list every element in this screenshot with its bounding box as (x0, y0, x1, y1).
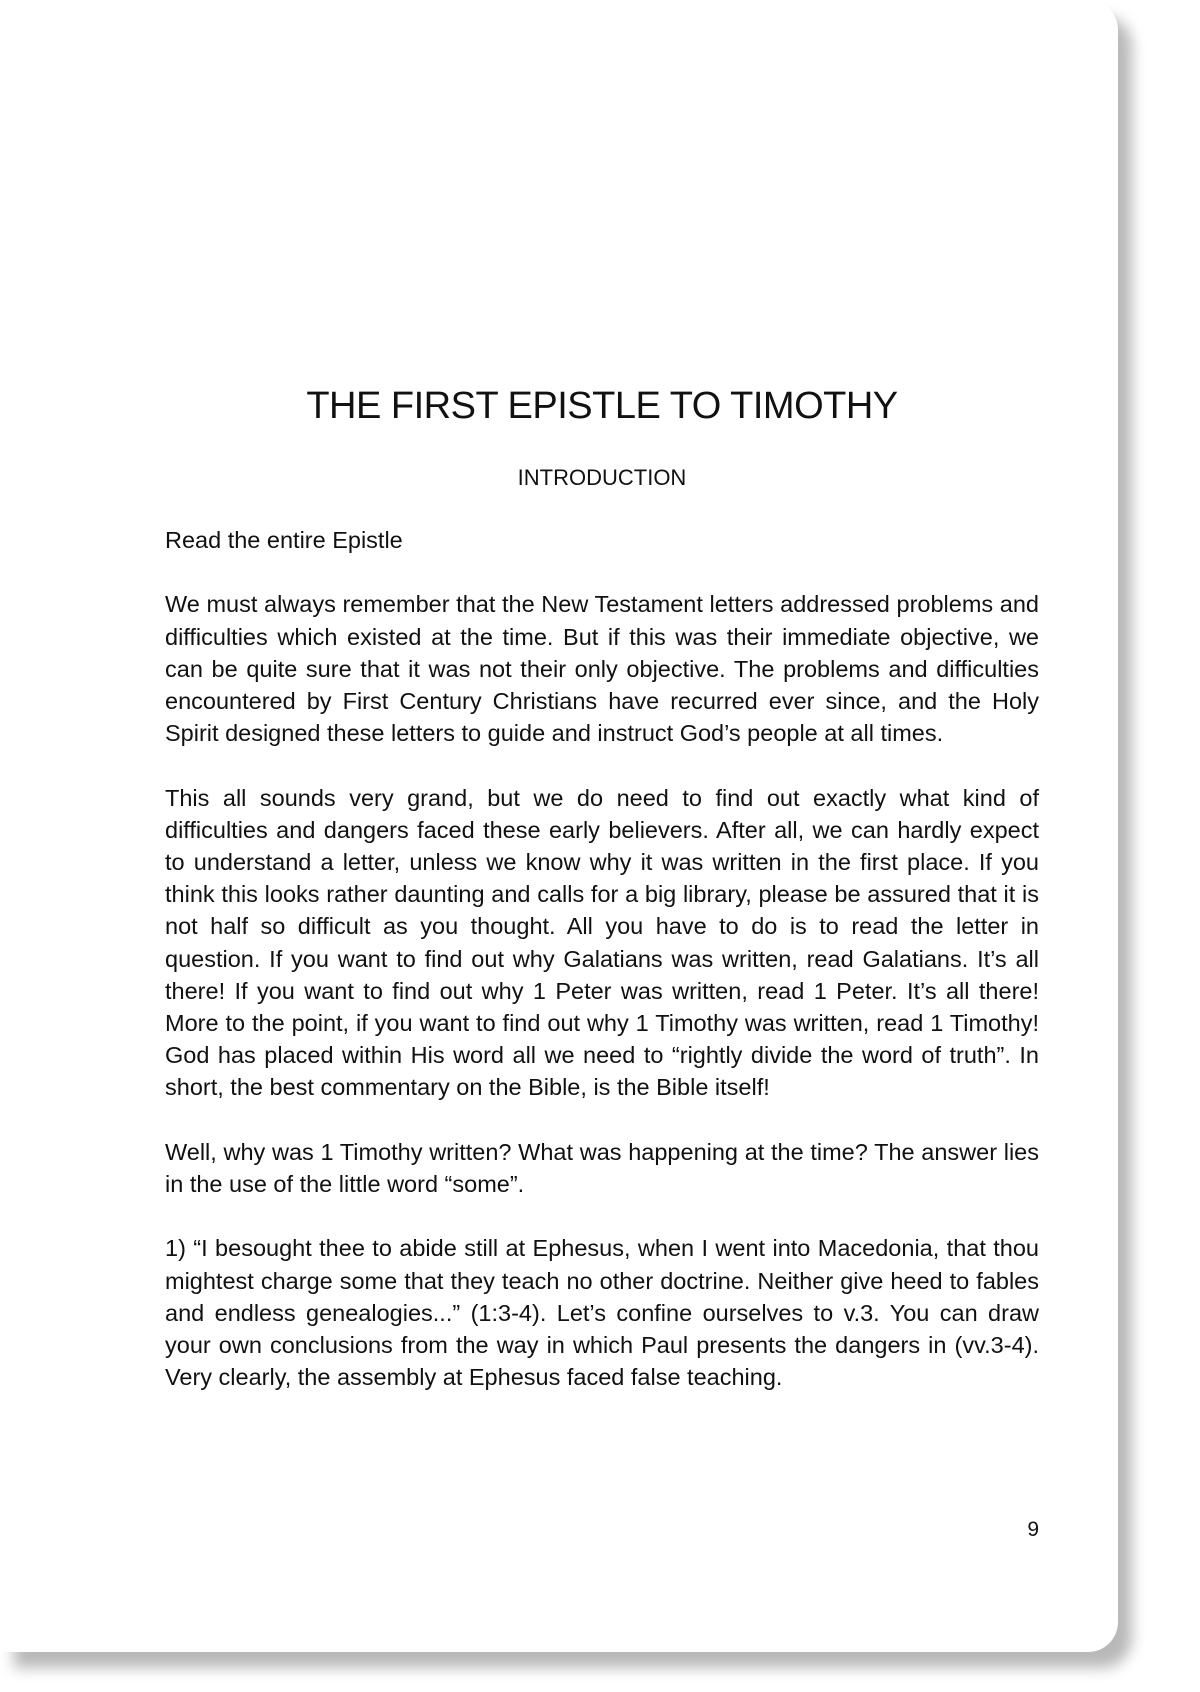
paragraph-1: We must always remember that the New Testament letters addressed problems and difficulties which existed at the time. But if this was their immediate objective, we can be quite sure that it was not their only objective. The problems and difficulties encountered by First Century Christians have recurred ever since, and the Holy Spirit designed these letters to guide and instruct God’s people at all times. (165, 591, 1039, 747)
paragraph-2: This all sounds very grand, but we do need to find out exactly what kind of difficulties and dangers faced these early believers. After all, we can hardly expect to understand a letter, unless we know why it was written in the first place. If you think this looks rather daunting and calls for a big library, please be assured that it is not half so difficult as you thought. All you have to do is to read the letter in question. If you want to find out why Galatians was written, read Galatians. It’s all there! If you want to find out why 1 Peter was written, read 1 Peter. It’s all there! More to the point, if you want to find out why 1 Timothy was written, read 1 Timothy! God has placed within His word all we need to “rightly divide the word of truth”. In short, the best commentary on the Bible, is the Bible itself! (165, 784, 1039, 1101)
paragraph-instruction: Read the entire Epistle (165, 527, 403, 553)
page-number: 9 (1027, 1518, 1039, 1541)
body-text (165, 524, 1039, 1426)
paragraph-3: Well, why was 1 Timothy written? What was happening at the time? The answer lies in the use of the little word “some”. (165, 1138, 1039, 1198)
section-heading: INTRODUCTION (517, 465, 687, 490)
page-title: THE FIRST EPISTLE TO TIMOTHY (306, 385, 898, 427)
paragraph-4: 1) “I besought thee to abide still at Ephesus, when I went into Macedonia, that thou mightest charge some that they teach no other doctrine. Neither give heed to fables and endless genealogies...” (1:3-4). Let’s confine ourselves to v.3. You can draw your own conclusions from the way in which Paul presents the dangers in (vv.3-4). Very clearly, the assembly at Ephesus faced false teaching. (165, 1235, 1039, 1391)
